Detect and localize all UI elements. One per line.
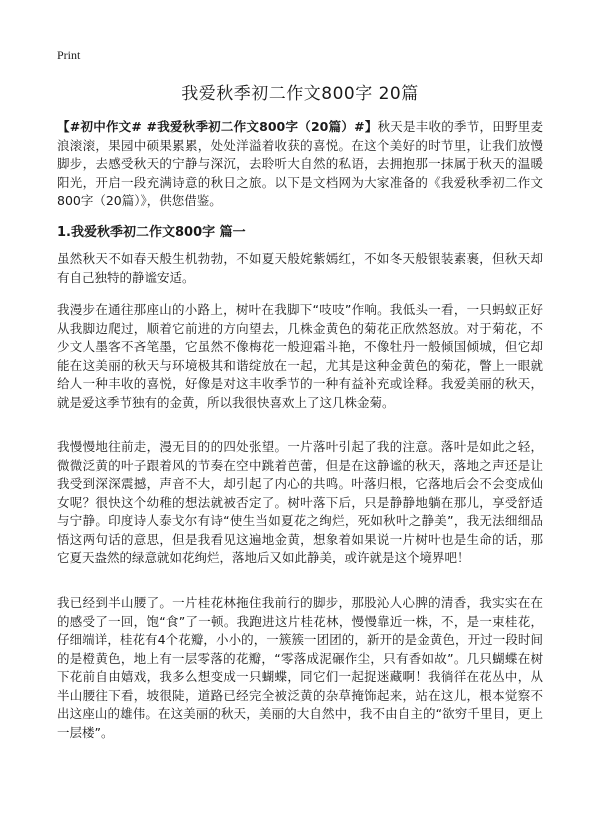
intro-tag: 【#初中作文# #我爱秋季初二作文800字（20篇）#】 [57, 119, 378, 134]
section-heading: 1.我爱秋季初二作文800字 篇一 [57, 225, 246, 240]
document-title: 我爱秋季初二作文800字 20篇 [181, 84, 419, 104]
print-link[interactable]: Print [57, 48, 81, 62]
intro-paragraph [57, 118, 543, 211]
body-paragraph: 我慢慢地往前走，漫无目的的四处张望。一片落叶引起了我的注意。落叶是如此之轻，微微泛黄的叶子跟着风的节奏在空中跳着芭蕾，但是在这静谧的秋天，落地之声还是让我受到深深震撼，声音不大，却引起了内心的共鸣。叶落归根，它落地后会不会变成仙女呢？很快这个幼稚的想法就被否定了。树叶落下后，只是静静地躺在那儿，享受舒适与宁静。印度诗人泰戈尔有诗“使生当如夏花之绚烂，死如秋叶之静美”，我无法细细品悟这两句话的意思，但是我看见这遍地金黄，想象着如果说一片树叶也是生命的话，那它夏天盎然的绿意就如花绚烂，落地后又如此静美，或许就是这个境界吧！ [57, 439, 543, 565]
body-paragraph: 我已经到半山腰了。一片桂花林拖住我前行的脚步，那股沁人心脾的清香，我实实在在的感受了一回，饱“食”了一顿。我跑进这片桂花林，慢慢靠近一株，不，是一束桂花，仔细端详，桂花有4个花瓣，小小的，一簇簇一团团的，新开的是金黄色，开过一段时间的是橙黄色，地上有一层零落的花瓣，“零落成泥碾作尘，只有香如故”。几只蝴蝶在树下花前自由嬉戏，我多么想变成一只蝴蝶，同它们一起捉迷藏啊！我徜徉在花丛中，从半山腰往下看，坡很陡，道路已经完全被泛黄的杂草掩饰起来，站在这儿，根本觉察不出这座山的雄伟。在这美丽的秋天，美丽的大自然中，我不由自主的“欲穷千里目，更上一层楼”。 [57, 595, 543, 740]
body-paragraph: 虽然秋天不如春天般生机勃勃，不如夏天般姹紫嫣红，不如冬天般银装素裹，但秋天却有自己独特的静谧安适。 [57, 251, 543, 285]
intro-text: 秋天是丰收的季节，田野里麦浪滚滚，果园中硕果累累，处处洋溢着收获的喜悦。在这个美好的时节里，让我们放慢脚步，去感受秋天的宁静与深沉，去聆听大自然的私语，去拥抱那一抹属于秋天的温暖阳光，开启一段充满诗意的秋日之旅。以下是文档网为大家准备的《我爱秋季初二作文800字（20篇）》，供您借鉴。 [57, 119, 543, 208]
body-paragraph: 我漫步在通往那座山的小路上，树叶在我脚下“吱吱”作响。我低头一看，一只蚂蚁正好从我脚边爬过，顺着它前进的方向望去，几株金黄色的菊花正欣然怒放。对于菊花，不少文人墨客不吝笔墨，它虽然不像梅花一般迎霜斗艳，不像牡丹一般倾国倾城，但它却能在这美丽的秋天与环境极其和谐绽放在一起，尤其是这种金黄色的菊花，瞥上一眼就给人一种丰收的喜悦，好像是对这丰收季节的一种有益补充或诠释。我爱美丽的秋天，就是爱这季节独有的金黄，所以我很快喜欢上了这几株金菊。 [57, 302, 543, 410]
